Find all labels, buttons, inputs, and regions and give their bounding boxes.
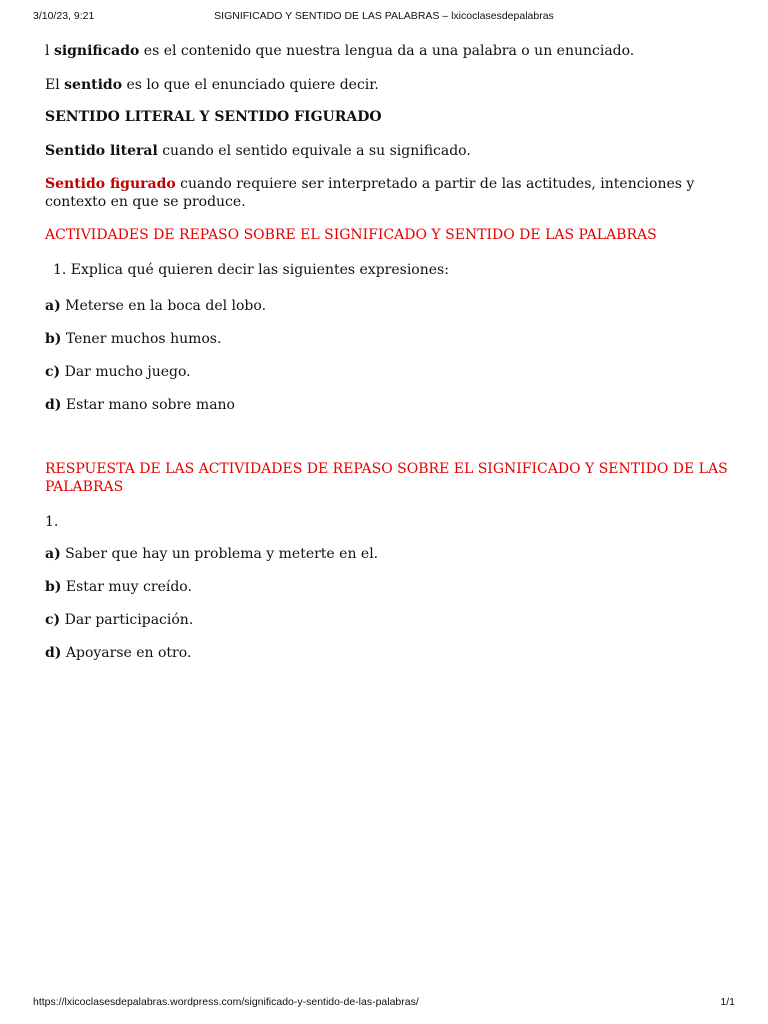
- item-letter: a): [45, 298, 61, 314]
- answer-item: [45, 644, 735, 662]
- item-letter: b): [45, 331, 62, 347]
- page-number: 1/1: [720, 996, 735, 1008]
- item-letter: c): [45, 612, 61, 628]
- text: cuando el sentido equivale a su significado.: [157, 143, 471, 159]
- item-letter: b): [45, 579, 62, 595]
- item-text: Estar muy creído.: [61, 579, 192, 595]
- activity-instruction: 1. Explica qué quieren decir las siguientes expresiones:: [53, 262, 449, 278]
- item-text: Dar mucho juego.: [60, 364, 191, 380]
- text: l: [45, 43, 54, 59]
- term-sentido-figurado: Sentido figurado: [45, 176, 176, 192]
- expression-item: [45, 363, 735, 381]
- print-date: 3/10/23, 9:21: [33, 10, 95, 22]
- term-sentido-literal: Sentido literal: [45, 143, 158, 159]
- text: es lo que el enunciado quiere decir.: [122, 77, 379, 93]
- answer-item: [45, 545, 735, 563]
- text: El: [45, 77, 65, 93]
- item-text: Saber que hay un problema y meterte en el.: [60, 546, 379, 562]
- expression-item: [45, 297, 735, 315]
- term-significado: significado: [53, 43, 140, 59]
- section-heading: SENTIDO LITERAL Y SENTIDO FIGURADO: [45, 109, 382, 125]
- term-sentido: sentido: [64, 77, 123, 93]
- paragraph-sentido-figurado: [45, 175, 735, 211]
- text: es el contenido que nuestra lengua da a una palabra o un enunciado.: [139, 43, 635, 59]
- paragraph-significado: [45, 42, 735, 60]
- activities-title: ACTIVIDADES DE REPASO SOBRE EL SIGNIFICADO Y SENTIDO DE LAS PALABRAS: [45, 227, 657, 243]
- item-text: Apoyarse en otro.: [61, 645, 192, 661]
- text: cuando requiere ser interpretado a partir de las actitudes, intenciones y contexto en que se produce.: [45, 176, 695, 210]
- item-letter: c): [45, 364, 61, 380]
- item-text: Tener muchos humos.: [61, 331, 222, 347]
- item-letter: d): [45, 645, 62, 661]
- item-letter: a): [45, 546, 61, 562]
- print-page-title: SIGNIFICADO Y SENTIDO DE LAS PALABRAS – lxicoclasesdepalabras: [214, 10, 554, 22]
- item-text: Meterse en la boca del lobo.: [60, 298, 267, 314]
- expression-item: [45, 330, 735, 348]
- answer-item: [45, 578, 735, 596]
- answer-item: [45, 611, 735, 629]
- expression-item: [45, 396, 735, 414]
- answers-title: RESPUESTA DE LAS ACTIVIDADES DE REPASO SOBRE EL SIGNIFICADO Y SENTIDO DE LAS PALABRAS: [45, 461, 728, 495]
- item-letter: d): [45, 397, 62, 413]
- paragraph-sentido: [45, 76, 735, 94]
- item-text: Dar participación.: [60, 612, 194, 628]
- item-text: Estar mano sobre mano: [61, 397, 235, 413]
- page-url: https://lxicoclasesdepalabras.wordpress.com/significado-y-sentido-de-las-palabras/: [33, 996, 419, 1008]
- answers-number: 1.: [45, 514, 59, 530]
- paragraph-sentido-literal: [45, 142, 735, 160]
